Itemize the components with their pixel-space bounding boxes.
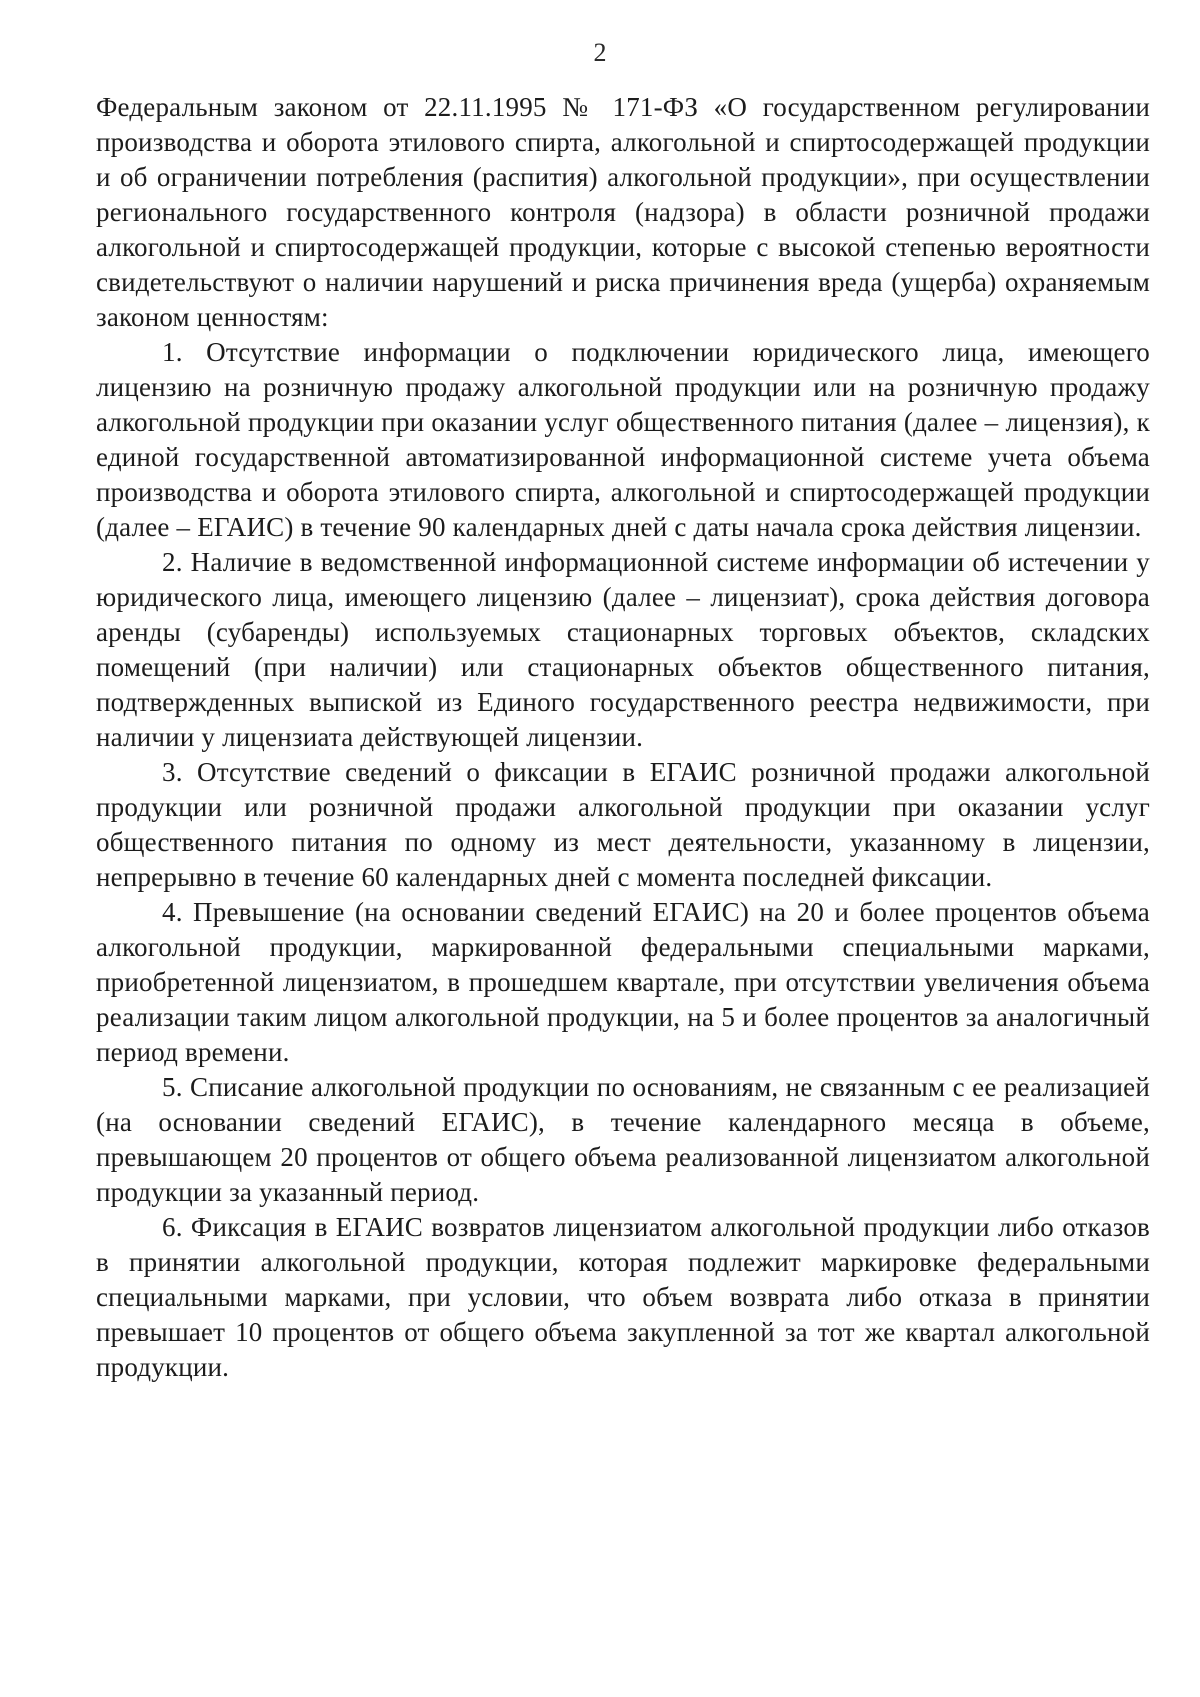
list-item-1: 1. Отсутствие информации о подключении юридического лица, имеющего лицензию на розничную продажу алкогольной продукции или на розничную продажу алкогольной продукции при оказании услуг общественного питания (далее – лицензия), к единой государственной автоматизированной информационной системе учета объема производства и оборота этилового спирта, алкогольной и спиртосодержащей продукции (далее – ЕГАИС) в течение 90 календарных дней с даты начала срока действия лицензии. — [96, 337, 1150, 542]
document-body — [96, 90, 1150, 1385]
list-item-5: 5. Списание алкогольной продукции по основаниям, не связанным с ее реализацией (на основании сведений ЕГАИС), в течение календарного месяца в объеме, превышающем 20 процентов от общего объема реализованной лицензиатом алкогольной продукции за указанный период. — [96, 1072, 1150, 1207]
list-item-6: 6. Фиксация в ЕГАИС возвратов лицензиатом алкогольной продукции либо отказов в принятии алкогольной продукции, которая подлежит маркировке федеральными специальными марками, при условии, что объем возврата либо отказа в принятии превышает 10 процентов от общего объема закупленной за тот же квартал алкогольной продукции. — [96, 1212, 1150, 1382]
list-item-2: 2. Наличие в ведомственной информационной системе информации об истечении у юридического лица, имеющего лицензию (далее – лицензиат), срока действия договора аренды (субаренды) используемых стационарных торговых объектов, складских помещений (при наличии) или стационарных объектов общественного питания, подтвержденных выпиской из Единого государственного реестра недвижимости, при наличии у лицензиата действующей лицензии. — [96, 547, 1150, 752]
list-item-3: 3. Отсутствие сведений о фиксации в ЕГАИС розничной продажи алкогольной продукции или розничной продажи алкогольной продукции при оказании услуг общественного питания по одному из мест деятельности, указанному в лицензии, непрерывно в течение 60 календарных дней с момента последней фиксации. — [96, 757, 1150, 892]
list-item-4: 4. Превышение (на основании сведений ЕГАИС) на 20 и более процентов объема алкогольной продукции, маркированной федеральными специальными марками, приобретенной лицензиатом, в прошедшем квартале, при отсутствии увеличения объема реализации таким лицом алкогольной продукции, на 5 и более процентов за аналогичный период времени. — [96, 897, 1150, 1067]
intro-paragraph: Федеральным законом от 22.11.1995 № 171-ФЗ «О государственном регулировании производства и оборота этилового спирта, алкогольной и спиртосодержащей продукции и об ограничении потребления (распития) алкогольной продукции», при осуществлении регионального государственного контроля (надзора) в области розничной продажи алкогольной и спиртосодержащей продукции, которые с высокой степенью вероятности свидетельствуют о наличии нарушений и риска причинения вреда (ущерба) охраняемым законом ценностям: — [96, 92, 1150, 332]
page-number: 2 — [593, 38, 607, 67]
